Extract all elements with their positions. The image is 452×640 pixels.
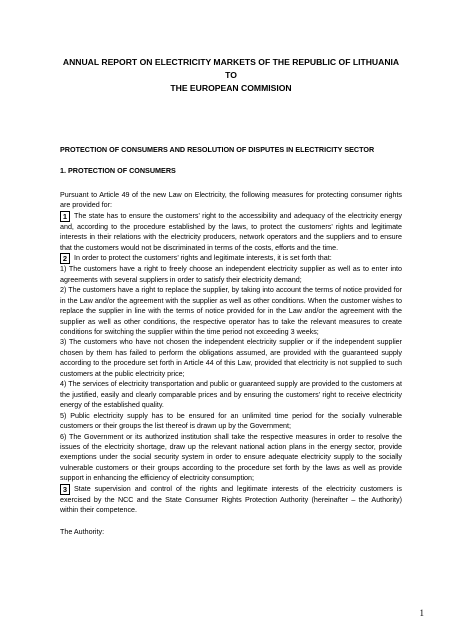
page-number: 1 bbox=[419, 608, 424, 618]
report-title-line-2: THE EUROPEAN COMMISION bbox=[170, 83, 292, 93]
item-number-box: 2 bbox=[60, 253, 70, 264]
sub-point: 4) The services of electricity transportation and public or guaranteed supply are provided to the customers at the justified, easily and clearly comparable prices and by ensuring the customers’ right to receive electricity energy of the established quality. bbox=[60, 380, 403, 410]
closing-line: The Authority: bbox=[60, 527, 105, 536]
section-heading: PROTECTION OF CONSUMERS AND RESOLUTION OF DISPUTES IN ELECTRICITY SECTOR bbox=[60, 145, 375, 154]
sub-point: 1) The customers have a right to freely choose an independent electricity supplier as well as to enter into agreements with several suppliers in order to satisfy their electricity demand; bbox=[60, 265, 402, 284]
subsection-heading: 1. PROTECTION OF CONSUMERS bbox=[60, 166, 176, 175]
item-text: The state has to ensure the customers’ right to the accessibility and adequacy of the electricity energy and, according to the procedure established by the laws, to protect the customers’ rights and legitimate interests in their relations with the electricity producers, network operators and the suppliers and to ensure that the customers would not be discriminated in terms of the costs, efforts and the time. bbox=[60, 211, 402, 252]
numbered-item bbox=[60, 253, 402, 264]
item-text: State supervision and control of the rights and legitimate interests of the electricity customers is exercised by the NCC and the State Consumer Rights Protection Authority (hereinafter – the Authority) within their competence. bbox=[60, 484, 402, 515]
body-content bbox=[60, 190, 402, 537]
intro-paragraph: Pursuant to Article 49 of the new Law on Electricity, the following measures for protecting consumer rights are provided for: bbox=[60, 191, 402, 210]
item-text: In order to protect the customers’ rights and legitimate interests, it is set forth that: bbox=[74, 254, 332, 263]
item-number-box: 3 bbox=[60, 484, 70, 495]
document-page bbox=[60, 56, 402, 537]
sub-point: 3) The customers who have not chosen the independent electricity supplier or if the independent supplier chosen by them has failed to perform the obligations assumed, are provided with the guaranteed supply according to the procedure set forth in Article 44 of this Law, provided that electricity is not supplied to such customers at the public electricity price; bbox=[60, 338, 402, 378]
sub-point: 6) The Government or its authorized institution shall take the respective measures in order to resolve the issues of the electricity shortage, draw up the relevant national action plans in the energy sector, provide exemptions under the social security system in order to ensure adequate electricity supply to the socially vulnerable customers or their groups according to the procedure set forth by the laws as well as provide support in enhancing the efficiency of electricity consumption; bbox=[60, 432, 402, 483]
sub-point: 2) The customers have a right to replace the supplier, by taking into account the terms of notice provided for in the Law and/or the agreement with the supplier as well as other conditions. When the customer wishes to replace the supplier in line with the terms of notice provided for in the Law and/or the agreement with the supplier as well as other conditions, the respective operator has to take the relevant measures to create conditions for switching the supplier within the time period not exceeding 3 weeks; bbox=[60, 286, 402, 336]
report-title-line-1: ANNUAL REPORT ON ELECTRICITY MARKETS OF THE REPUBLIC OF LITHUANIA TO bbox=[62, 57, 400, 80]
numbered-item bbox=[60, 484, 402, 516]
numbered-item bbox=[60, 211, 402, 253]
sub-point: 5) Public electricity supply has to be ensured for an unlimited time period for the socially vulnerable customers or their groups the list thereof is drawn up by the Government; bbox=[60, 411, 402, 431]
item-number-box: 1 bbox=[60, 211, 70, 222]
